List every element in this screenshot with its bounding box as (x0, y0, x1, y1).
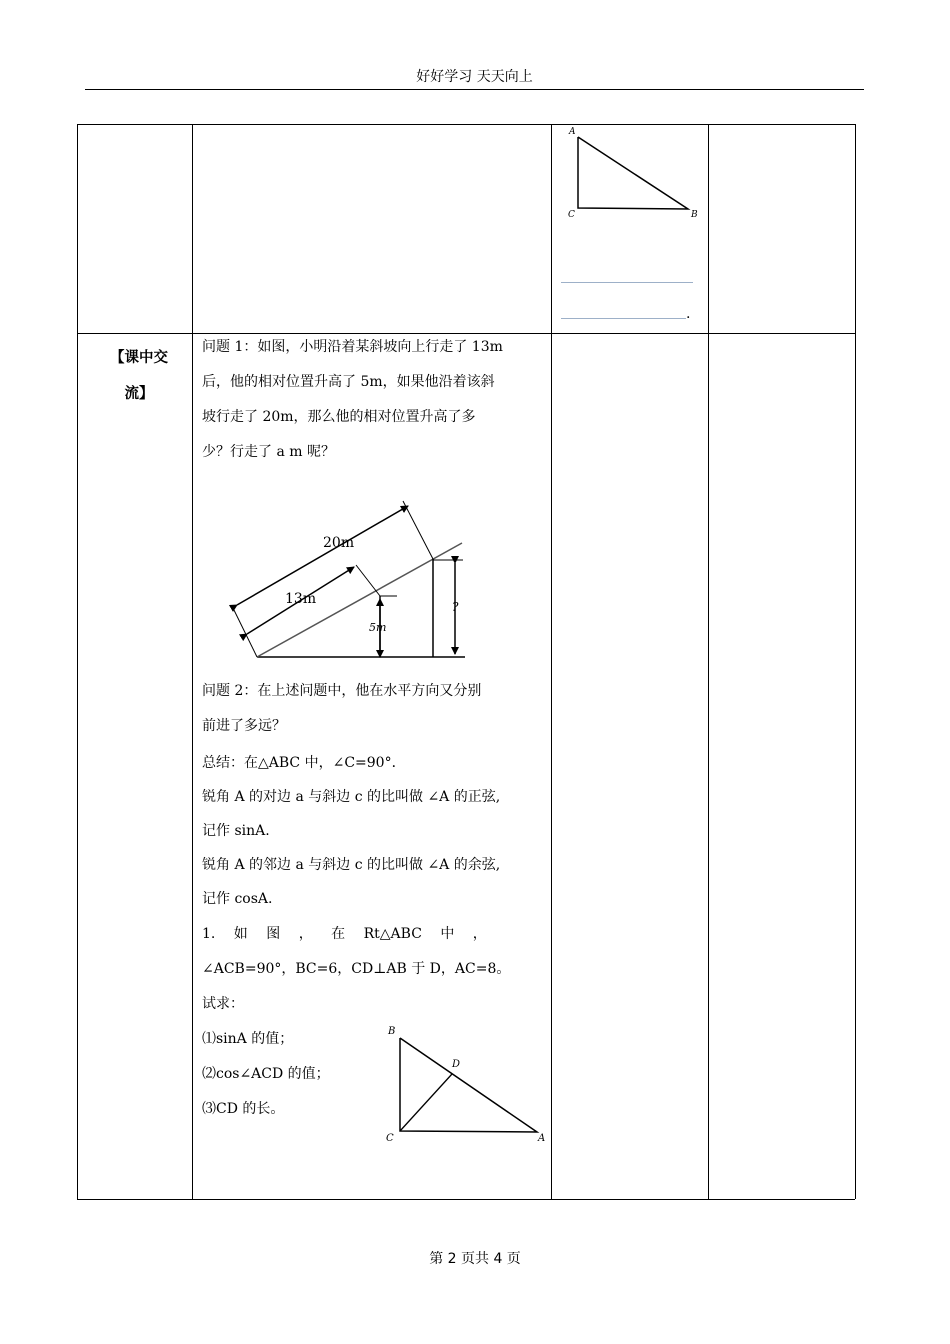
label-a: A (569, 127, 576, 137)
triangle-figure-top (560, 124, 705, 224)
problem-2-line: 问题 2：在上述问题中，他在水平方向又分别 (202, 683, 482, 699)
summary-line: 锐角 A 的邻边 a 与斜边 c 的比叫做 ∠A 的余弦, (202, 857, 501, 873)
section-label-line2: 流】 (124, 386, 154, 402)
extension-line (233, 608, 257, 657)
label-13m: 13m (285, 591, 317, 607)
summary (202, 746, 542, 916)
arrowhead-down (376, 650, 384, 658)
slope-figure (225, 495, 475, 665)
problem-1 (202, 330, 542, 470)
section-label (90, 340, 188, 412)
exercise-item: ⑵cos∠ACD 的值； (202, 1066, 330, 1082)
exercise-item: ⑴sinA 的值； (202, 1031, 294, 1047)
arrow-5m-figure (372, 596, 390, 660)
summary-line: 总结：在△ABC 中，∠C=90°． (202, 755, 406, 771)
problem-1-line: 坡行走了 20m，那么他的相对位置升高了多 (202, 409, 476, 425)
header-title: 好好学习 天天向上 (416, 69, 533, 85)
label-a: A (538, 1133, 546, 1144)
page-header (85, 68, 864, 90)
problem-1-line: 问题 1：如图，小明沿着某斜坡向上行走了 13m (202, 339, 503, 355)
altitude-cd (400, 1074, 452, 1131)
table-top-border (77, 124, 855, 125)
answer-blank-1[interactable] (561, 282, 693, 283)
summary-line: 记作 sinA. (202, 823, 270, 839)
section-label-line1: 【课中交 (110, 350, 168, 366)
page-number: 第 2 页共 4 页 (429, 1251, 521, 1267)
blank-period: . (686, 306, 691, 322)
table-col-border (551, 124, 552, 1199)
exercise-line: ∠ACB=90°，BC=6，CD⊥AB 于 D，AC=8。 (202, 961, 511, 977)
table-col-border (855, 124, 856, 1199)
page-footer (0, 1248, 950, 1268)
triangle-figure-bottom (380, 1022, 550, 1147)
label-5m: 5m (369, 621, 387, 634)
problem-1-line: 少？行走了 a m 呢？ (202, 444, 335, 460)
arrowhead-up (376, 598, 384, 606)
triangle-abc-bottom (400, 1038, 537, 1132)
label-question: ? (452, 600, 459, 614)
problem-2 (202, 674, 542, 744)
table-col-border (192, 124, 193, 1199)
triangle-abc-top (578, 137, 688, 209)
label-20m: 20m (323, 535, 355, 551)
table-col-border (77, 124, 78, 1199)
exercise-line: 试求： (202, 996, 244, 1012)
label-d: D (452, 1059, 461, 1070)
summary-line: 锐角 A 的对边 a 与斜边 c 的比叫做 ∠A 的正弦, (202, 789, 501, 805)
extension-line (356, 565, 380, 596)
problem-1-line: 后，他的相对位置升高了 5m，如果他沿着该斜 (202, 374, 495, 390)
table-bottom-border (77, 1199, 855, 1200)
label-c: C (386, 1133, 394, 1144)
label-b: B (388, 1026, 396, 1037)
summary-line: 记作 cosA. (202, 891, 273, 907)
extension-line (403, 501, 433, 559)
exercise-line: 1. 如 图 ， 在 Rt△ABC 中 ， (202, 926, 487, 942)
problem-2-line: 前进了多远？ (202, 718, 286, 734)
label-c: C (568, 210, 575, 220)
arrow-20m (237, 506, 408, 605)
exercise-item: ⑶CD 的长。 (202, 1101, 285, 1117)
answer-blank-2[interactable] (561, 318, 686, 319)
label-b: B (691, 210, 698, 220)
table-col-border (708, 124, 709, 1199)
